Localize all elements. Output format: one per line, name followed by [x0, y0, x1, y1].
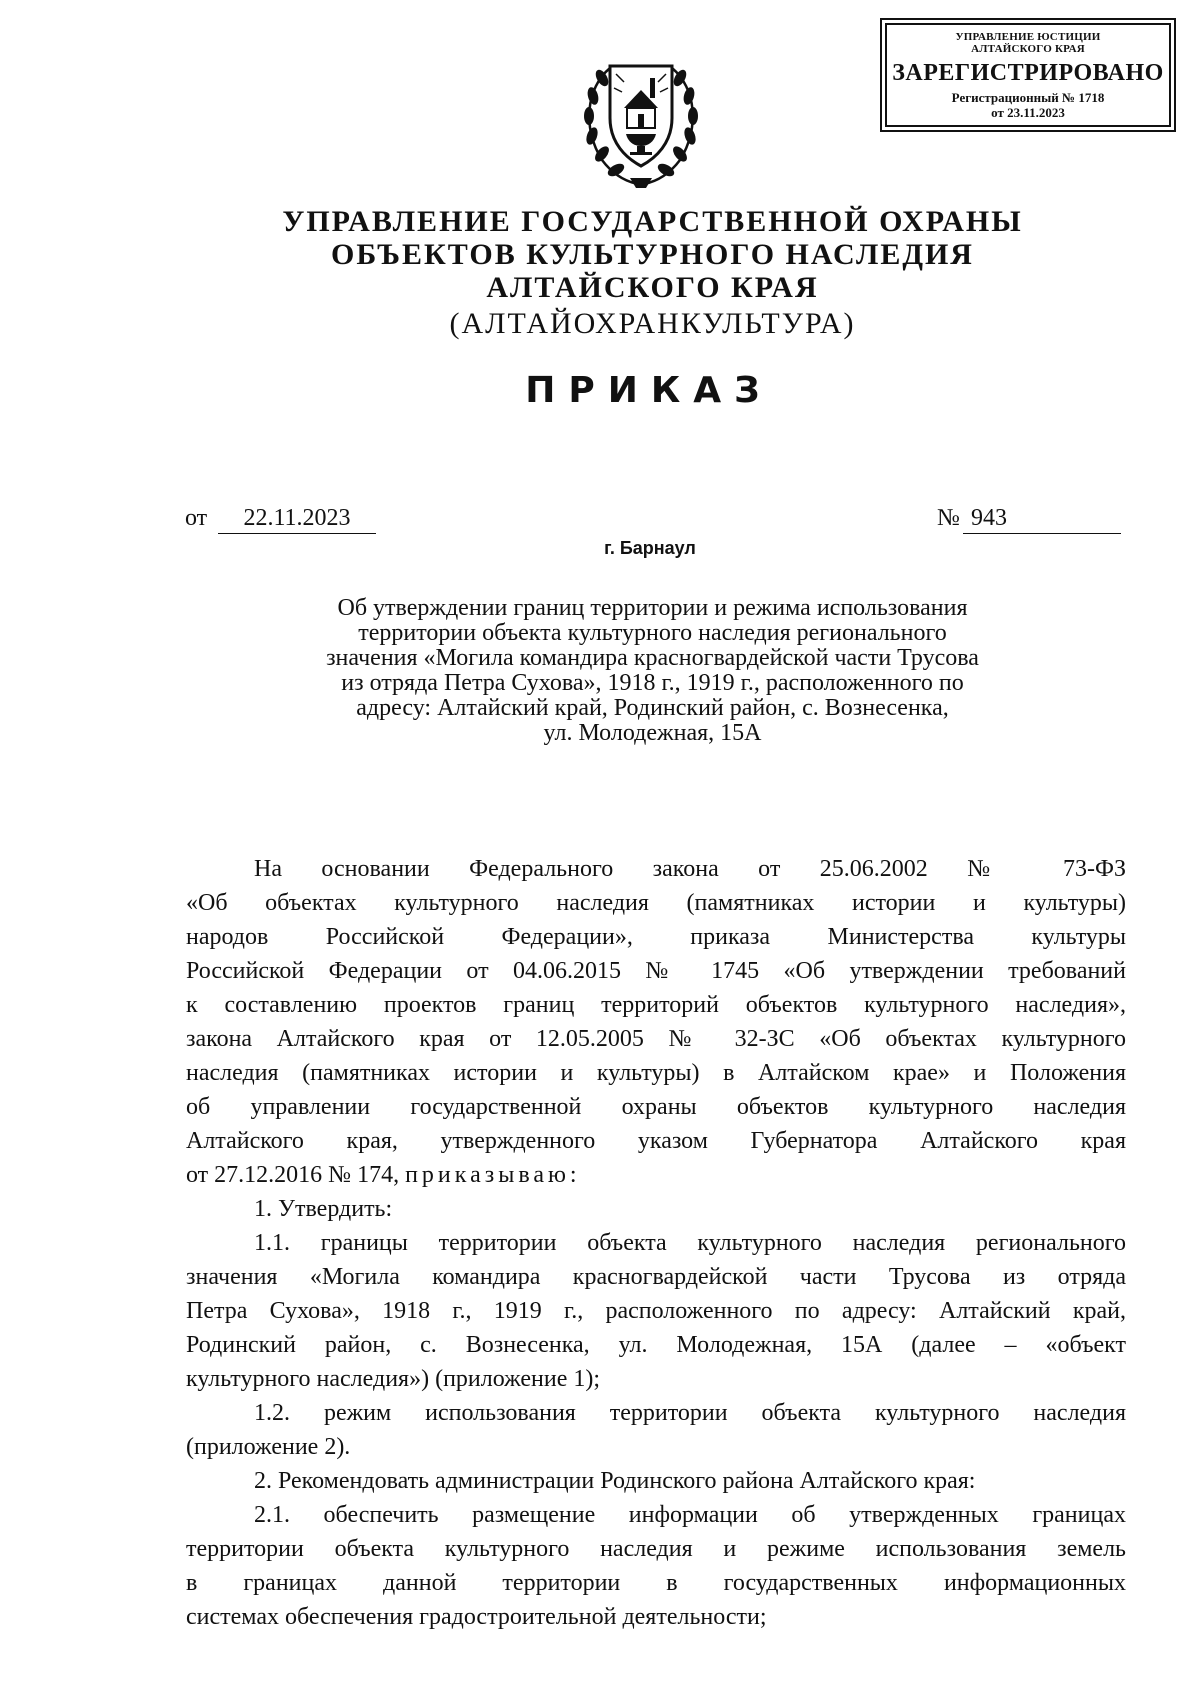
order-verb: приказываю: [405, 1162, 581, 1188]
document-subject [180, 596, 1125, 746]
body-line: «Об объектах культурного наследия (памятниках истории и культуры) [186, 890, 1126, 916]
item-1-2-line: (приложение 2). [186, 1434, 351, 1460]
body-line: народов Российской Федерации», приказа Министерства культуры [186, 924, 1126, 950]
item-1-1-line: Родинский район, с. Вознесенка, ул. Молодежная, 15А (далее – «объект [186, 1332, 1126, 1358]
item-1-1-line: значения «Могила командира красногвардейской части Трусова из отряда [186, 1264, 1126, 1290]
stamp-reg-number: Регистрационный № 1718 [951, 90, 1105, 105]
item-2-1-line: системах обеспечения градостроительной деятельности; [186, 1604, 767, 1630]
document-date: 22.11.2023 [218, 503, 376, 534]
body-line: закона Алтайского края от 12.05.2005 № 32-ЗС «Об объектах культурного [186, 1026, 1126, 1052]
header-line-3: АЛТАЙСКОГО КРАЯ [486, 271, 819, 304]
body-line: Алтайского края, утвержденного указом Губернатора Алтайского края [186, 1128, 1126, 1154]
body-line-prefix: от 27.12.2016 № 174, [186, 1162, 406, 1188]
altai-krai-coat-of-arms-icon [580, 48, 702, 190]
item-1-1-line: культурного наследия») (приложение 1); [186, 1366, 601, 1392]
item-1-2-line: 1.2. режим использования территории объекта культурного наследия [254, 1400, 1126, 1426]
document-body [186, 852, 1126, 1634]
body-line: об управлении государственной охраны объектов культурного наследия [186, 1094, 1126, 1120]
subject-line: значения «Могила командира красногвардейской части Трусова [326, 645, 979, 671]
subject-line: из отряда Петра Сухова», 1918 г., 1919 г., расположенного по [341, 670, 964, 696]
organization-header [0, 205, 1200, 344]
item-1: 1. Утвердить: [254, 1196, 393, 1222]
date-prefix: от [185, 505, 208, 531]
item-2: 2. Рекомендовать администрации Родинского района Алтайского края: [254, 1468, 976, 1494]
subject-line: адресу: Алтайский край, Родинский район, с. Вознесенка, [356, 695, 949, 721]
body-line: На основании Федерального закона от 25.06.2002 № 73-ФЗ [254, 856, 1126, 882]
item-2-1-line: 2.1. обеспечить размещение информации об утвержденных границах [254, 1502, 1126, 1528]
body-line [186, 1158, 1126, 1192]
header-line-1: УПРАВЛЕНИЕ ГОСУДАРСТВЕННОЙ ОХРАНЫ [282, 205, 1023, 238]
subject-line: территории объекта культурного наследия регионального [358, 620, 947, 646]
item-1-1-line: 1.1. границы территории объекта культурного наследия регионального [254, 1230, 1126, 1256]
header-abbreviation: (АЛТАЙОХРАНКУЛЬТУРА) [449, 307, 856, 340]
body-line: Российской Федерации от 04.06.2015 № 1745 «Об утверждении требований [186, 958, 1126, 984]
header-line-2: ОБЪЕКТОВ КУЛЬТУРНОГО НАСЛЕДИЯ [331, 238, 974, 271]
registration-stamp [880, 18, 1176, 132]
stamp-status: ЗАРЕГИСТРИРОВАНО [892, 60, 1164, 86]
item-2-1-line: территории объекта культурного наследия и режиме использования земель [186, 1536, 1126, 1562]
subject-line: ул. Молодежная, 15А [543, 720, 762, 746]
body-line: к составлению проектов границ территорий объектов культурного наследия», [186, 992, 1126, 1018]
document-number: 943 [963, 503, 1121, 534]
stamp-org-line2: АЛТАЙСКОГО КРАЯ [971, 43, 1085, 55]
document-title: ПРИКАЗ [525, 370, 773, 411]
stamp-reg-date: от 23.11.2023 [991, 105, 1065, 120]
item-2-1-line: в границах данной территории в государственных информационных [186, 1570, 1126, 1596]
number-prefix: № [937, 505, 960, 531]
subject-line: Об утверждении границ территории и режима использования [337, 595, 968, 621]
document-city: г. Барнаул [604, 538, 696, 558]
stamp-org-line1: УПРАВЛЕНИЕ ЮСТИЦИИ [955, 31, 1101, 43]
body-line: наследия (памятниках истории и культуры) в Алтайском крае» и Положения [186, 1060, 1126, 1086]
item-1-1-line: Петра Сухова», 1918 г., 1919 г., расположенного по адресу: Алтайский край, [186, 1298, 1126, 1324]
